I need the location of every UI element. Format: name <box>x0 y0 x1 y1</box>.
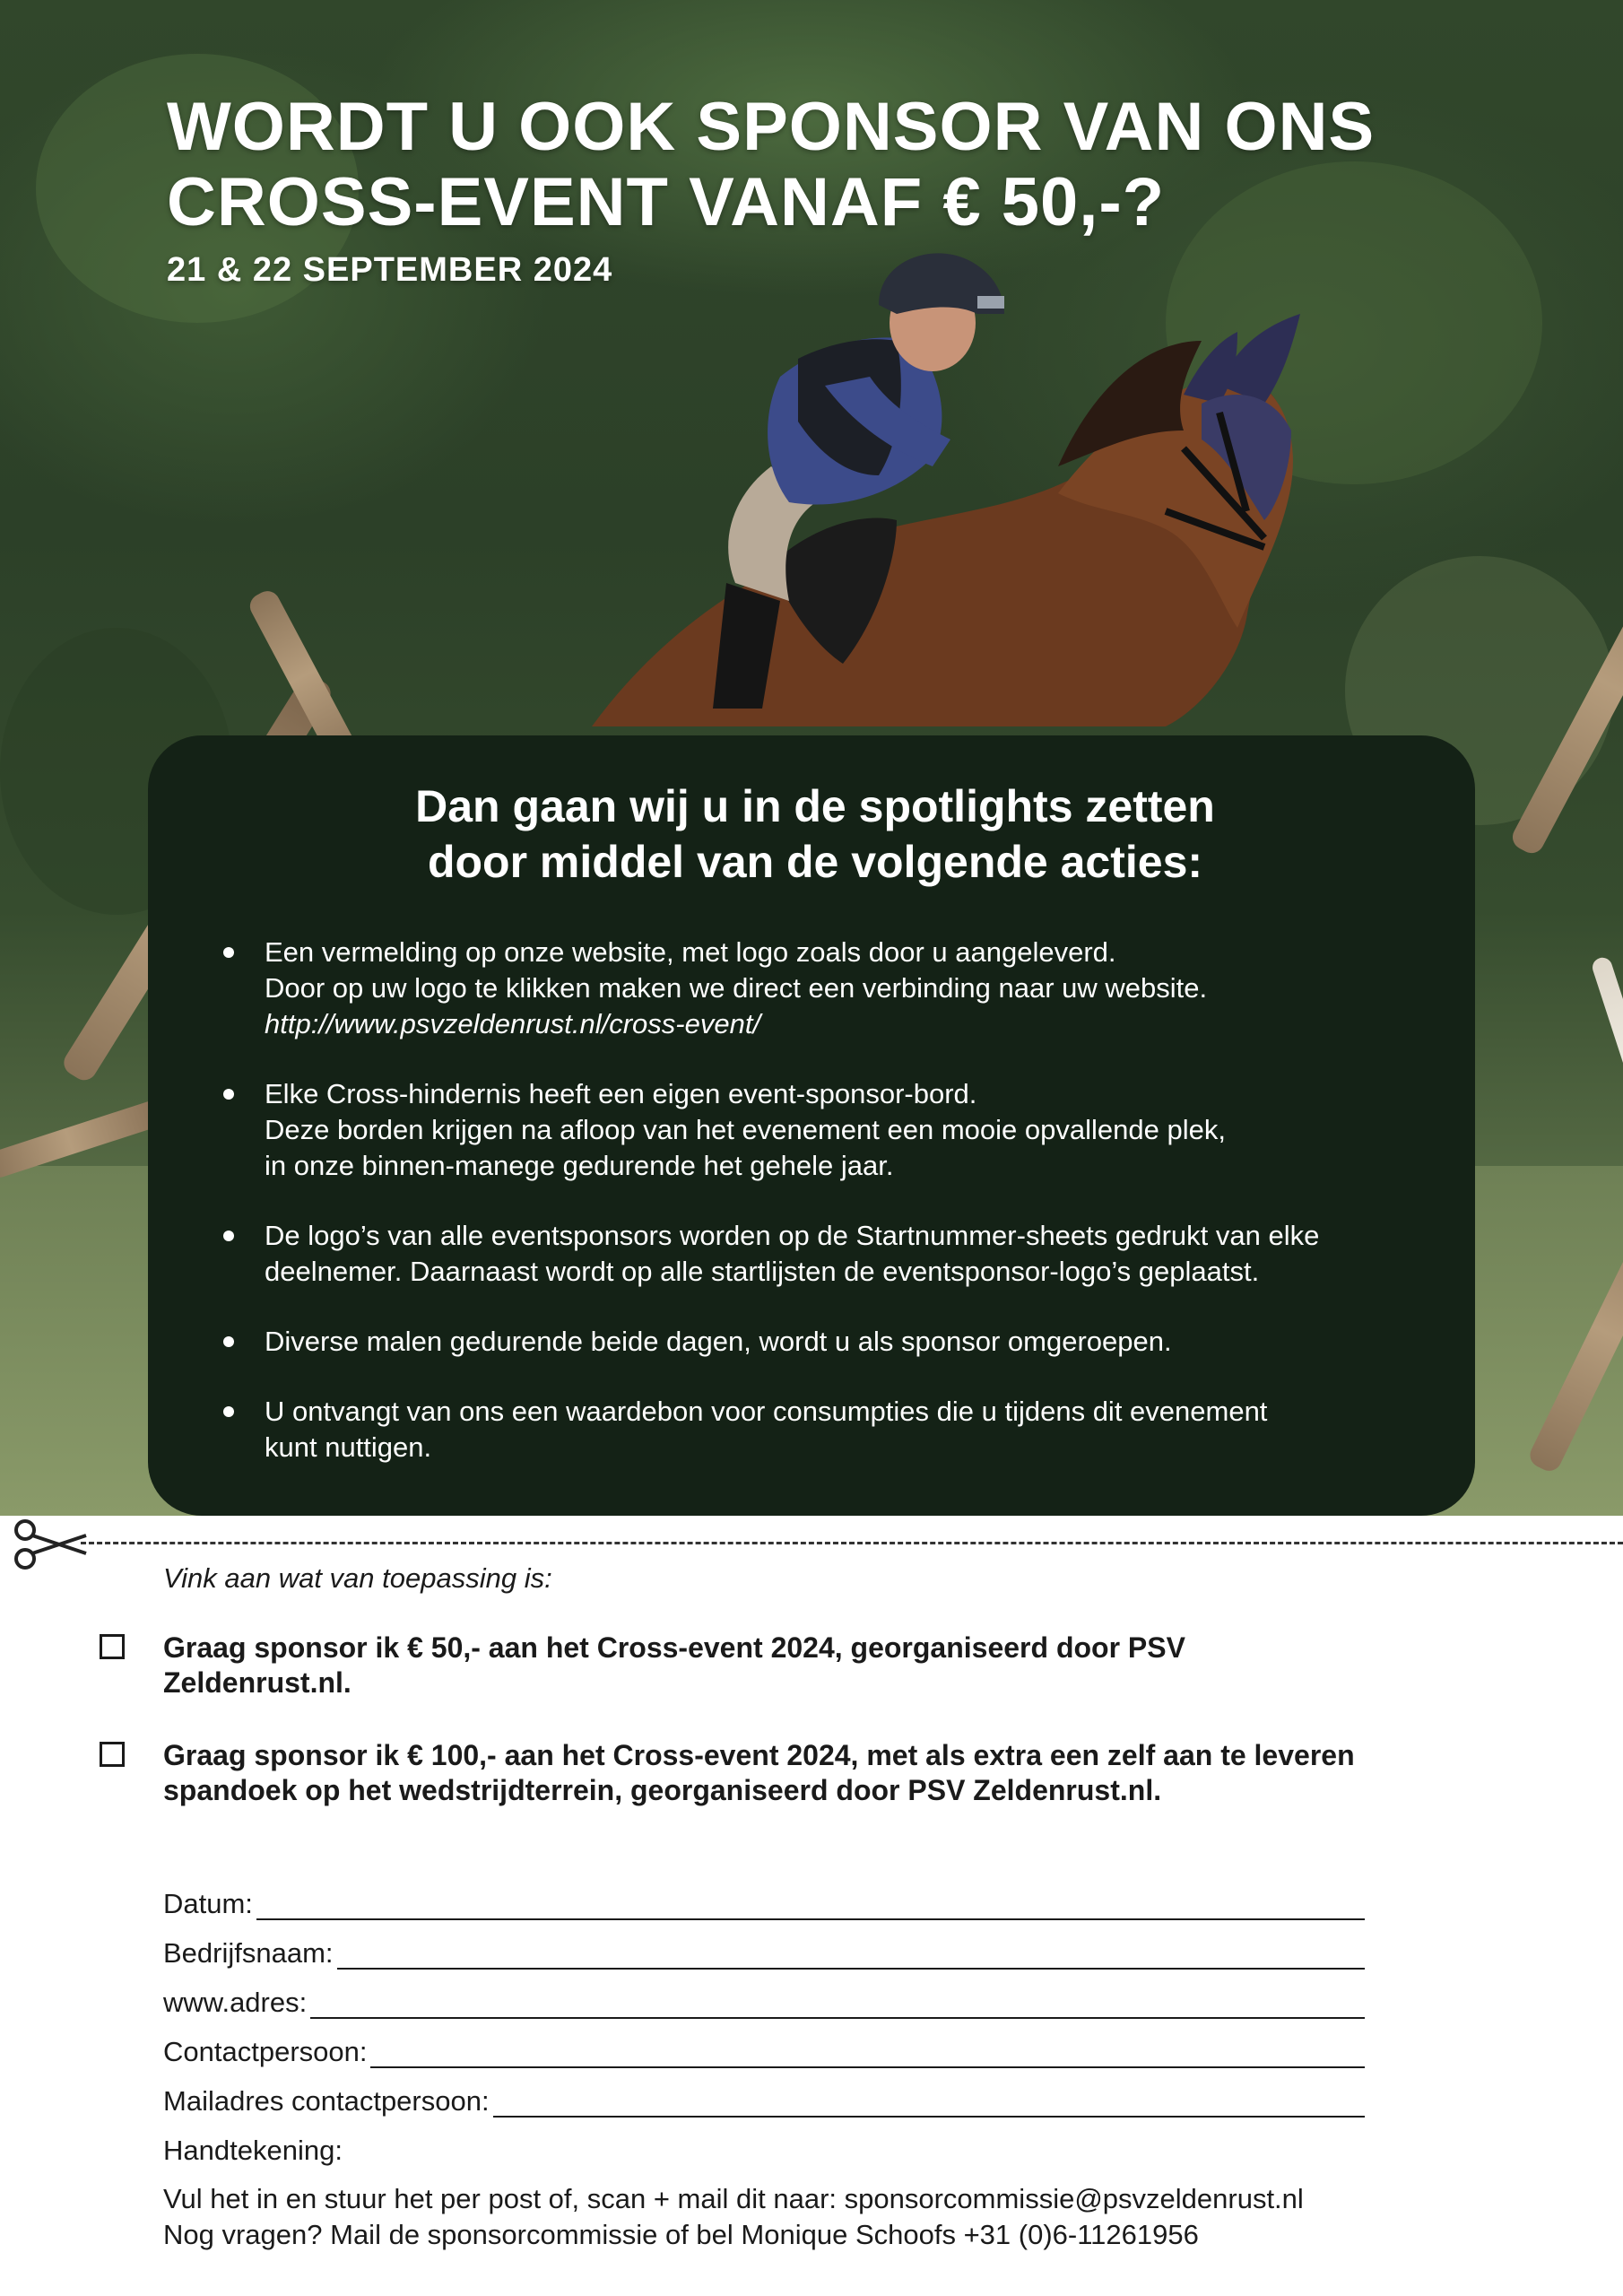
cut-line <box>81 1542 1623 1544</box>
option-100-label-line-2: spandoek op het wedstrijdterrein, georganiseerd door PSV Zeldenrust.nl. <box>163 1774 1162 1806</box>
field-label: Datum: <box>163 1888 253 1919</box>
field-bedrijfsnaam <box>163 1920 1365 1970</box>
option-50-label: Graag sponsor ik € 50,- aan het Cross-event 2024, georganiseerd door PSV Zeldenrust.nl. <box>163 1631 1185 1699</box>
field-www <box>163 1970 1365 2019</box>
field-label: Contactpersoon: <box>163 2036 368 2067</box>
title-line-1: WORDT U OOK SPONSOR VAN ONS <box>167 89 1376 165</box>
footer-line-1: Vul het in en stuur het per post of, scan + mail dit naar: sponsorcommissie@psvzeldenrust.nl <box>163 2183 1304 2214</box>
bullet-text: deelnemer. Daarnaast wordt op alle startlijsten de eventsponsor-logo’s geplaatst. <box>265 1256 1260 1287</box>
option-50 <box>163 1631 1365 1700</box>
checkbox-sponsor-100[interactable] <box>100 1742 125 1767</box>
field-mailadres <box>163 2068 1365 2118</box>
field-label: Mailadres contactpersoon: <box>163 2085 490 2117</box>
sponsor-form <box>163 1562 1365 2167</box>
www-adres-field[interactable] <box>310 1990 1365 2019</box>
list-item <box>218 1076 1412 1184</box>
website-link[interactable]: http://www.psvzeldenrust.nl/cross-event/ <box>265 1008 761 1039</box>
option-100 <box>163 1738 1365 1808</box>
bullet-text: Een vermelding op onze website, met logo zoals door u aangeleverd. <box>265 936 1116 968</box>
panel-heading-line-2: door middel van de volgende acties: <box>427 837 1203 887</box>
bullet-text: De logo’s van alle eventsponsors worden op de Startnummer-sheets gedrukt van elke <box>265 1220 1320 1251</box>
bullet-icon <box>223 1231 234 1241</box>
field-contactpersoon <box>163 2019 1365 2068</box>
field-datum <box>163 1871 1365 1920</box>
bullet-text: U ontvangt van ons een waardebon voor consumpties die u tijdens dit evenement <box>265 1396 1268 1427</box>
field-label: Handtekening: <box>163 2135 343 2166</box>
horse-and-rider-jumping-icon <box>556 242 1345 744</box>
form-instruction: Vink aan wat van toepassing is: <box>163 1562 552 1594</box>
field-label: Bedrijfsnaam: <box>163 1937 334 1969</box>
benefits-list <box>218 935 1412 1465</box>
form-fields <box>163 1871 1365 2167</box>
field-handtekening <box>163 2118 1365 2167</box>
page-title <box>167 90 1375 240</box>
footer-line-2: Nog vragen? Mail de sponsorcommissie of bel Monique Schoofs +31 (0)6-11261956 <box>163 2219 1199 2250</box>
footer-contact <box>163 2181 1304 2253</box>
benefits-panel <box>148 735 1475 1516</box>
bullet-text: Deze borden krijgen na afloop van het evenement een mooie opvallende plek, <box>265 1114 1226 1145</box>
panel-heading <box>218 778 1412 890</box>
event-date: 21 & 22 SEPTEMBER 2024 <box>167 251 613 289</box>
mailadres-field[interactable] <box>493 2089 1365 2118</box>
bullet-text: kunt nuttigen. <box>265 1431 432 1463</box>
option-100-label-line-1: Graag sponsor ik € 100,- aan het Cross-event 2024, met als extra een zelf aan te leveren <box>163 1739 1355 1771</box>
scissors-icon <box>9 1518 90 1571</box>
bedrijfsnaam-field[interactable] <box>337 1941 1365 1970</box>
bullet-icon <box>223 1336 234 1347</box>
hero-title-block <box>167 90 1375 290</box>
list-item <box>218 1324 1412 1360</box>
list-item <box>218 1218 1412 1290</box>
title-line-2: CROSS-EVENT VANAF € 50,-? <box>167 164 1166 240</box>
checkbox-sponsor-50[interactable] <box>100 1634 125 1659</box>
option-100-label <box>163 1738 1365 1808</box>
list-item <box>218 1394 1412 1465</box>
bullet-text: in onze binnen-manege gedurende het gehele jaar. <box>265 1150 894 1181</box>
bullet-text: Diverse malen gedurende beide dagen, wordt u als sponsor omgeroepen. <box>265 1326 1172 1357</box>
bullet-text: Door op uw logo te klikken maken we direct een verbinding naar uw website. <box>265 972 1208 1004</box>
handtekening-area[interactable] <box>346 2140 1365 2167</box>
bullet-text: Elke Cross-hindernis heeft een eigen event-sponsor-bord. <box>265 1078 977 1109</box>
contactpersoon-field[interactable] <box>370 2039 1365 2068</box>
bullet-icon <box>223 1089 234 1100</box>
bullet-icon <box>223 947 234 958</box>
datum-field[interactable] <box>256 1892 1365 1920</box>
list-item <box>218 935 1412 1042</box>
field-label: www.adres: <box>163 1987 308 2018</box>
bullet-icon <box>223 1406 234 1417</box>
panel-heading-line-1: Dan gaan wij u in de spotlights zetten <box>415 781 1215 831</box>
